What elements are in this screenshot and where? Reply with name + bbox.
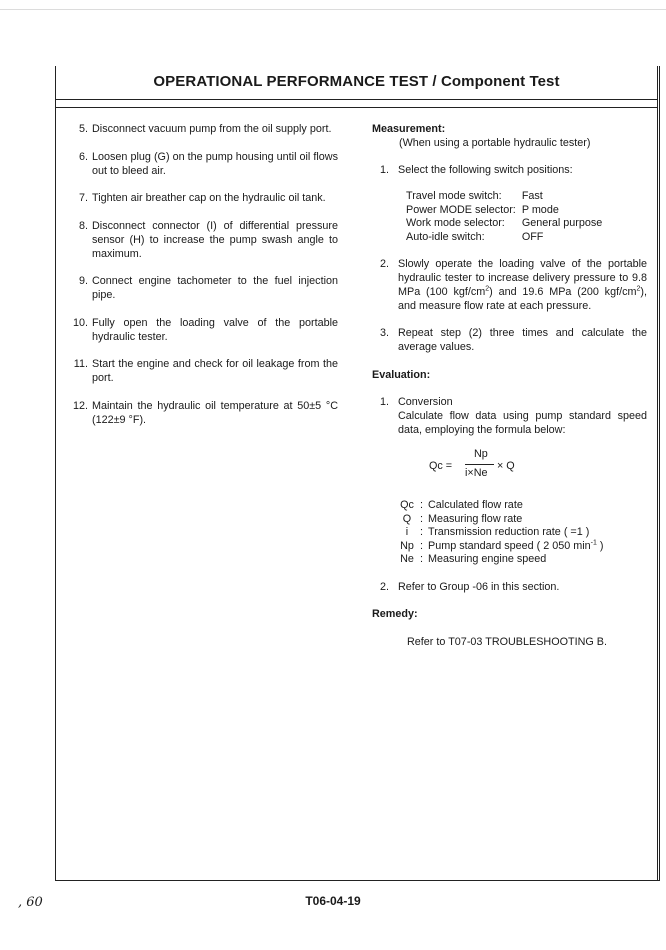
switch-label: Auto-idle switch: bbox=[406, 230, 485, 243]
step-number: 3. bbox=[380, 327, 390, 339]
step-body bbox=[398, 395, 647, 437]
step-text-part: ), and measure flow rate at each pressure. bbox=[398, 286, 647, 312]
step-number: 11. bbox=[73, 358, 88, 370]
remedy-text: Refer to T07-03 TROUBLESHOOTING B. bbox=[407, 635, 608, 648]
superscript: -1 bbox=[590, 538, 597, 546]
table-row bbox=[406, 231, 602, 245]
step-title: Conversion bbox=[398, 396, 453, 408]
step-text-part: Slowly operate the loading valve of the portable hydraulic tester to increase delivery pressure to 9.8 MPa (100 kgf/cm bbox=[398, 258, 647, 298]
superscript: 2 bbox=[485, 285, 490, 293]
list-item bbox=[66, 316, 338, 344]
formula-lhs: Qc = bbox=[429, 460, 453, 472]
measurement-step-1 bbox=[380, 163, 647, 177]
step-text-part: ) and 19.6 MPa (200 kgf/cm bbox=[489, 286, 637, 298]
legend-symbol: Np bbox=[400, 539, 414, 552]
switch-value: P mode bbox=[521, 203, 559, 216]
step-text: Refer to Group -06 in this section. bbox=[398, 580, 560, 593]
step-text: Tighten air breather cap on the hydraulic oil tank. bbox=[92, 192, 326, 204]
legend-colon: : bbox=[420, 553, 423, 565]
step-number: 1. bbox=[380, 164, 390, 176]
legend-description: Calculated flow rate bbox=[428, 499, 523, 511]
step-text: Maintain the hydraulic oil temperature at 50±5 °C (122±9 °F). bbox=[92, 399, 338, 426]
fraction-bar bbox=[465, 464, 494, 465]
step-text bbox=[398, 257, 647, 313]
table-row bbox=[394, 540, 604, 554]
list-item bbox=[66, 191, 338, 205]
table-row bbox=[394, 499, 604, 513]
legend-colon: : bbox=[420, 512, 423, 525]
table-row bbox=[394, 553, 604, 567]
legend-description: Measuring engine speed bbox=[428, 553, 547, 565]
table-row bbox=[394, 513, 604, 527]
step-number: 6. bbox=[78, 150, 88, 163]
table-row bbox=[406, 204, 602, 218]
title-rule bbox=[55, 99, 658, 100]
page-title: OPERATIONAL PERFORMANCE TEST / Component Test bbox=[153, 73, 560, 90]
legend-description-wrap bbox=[428, 540, 604, 554]
list-item bbox=[66, 122, 338, 136]
step-text: Disconnect connector (I) of differential pressure sensor (H) to increase the pump swash angle to maximum. bbox=[92, 219, 338, 260]
table-row bbox=[394, 526, 604, 540]
measurement-heading: Measurement: bbox=[372, 123, 446, 135]
legend-symbol: Q bbox=[402, 512, 412, 525]
legend-colon: : bbox=[420, 526, 423, 538]
flow-formula bbox=[372, 447, 647, 491]
content-top-rule bbox=[55, 107, 658, 108]
evaluation-step-2 bbox=[380, 580, 647, 594]
list-item bbox=[66, 399, 338, 427]
list-item bbox=[66, 357, 338, 385]
right-column bbox=[372, 122, 647, 649]
left-column-steps bbox=[66, 122, 338, 440]
step-number: 8. bbox=[78, 219, 88, 232]
step-text: Fully open the loading valve of the portable hydraulic tester. bbox=[92, 316, 338, 343]
step-text: Start the engine and check for oil leakage from the port. bbox=[92, 358, 338, 384]
list-item bbox=[66, 274, 338, 302]
switch-label: Work mode selector: bbox=[406, 217, 505, 229]
step-number: 9. bbox=[78, 275, 88, 287]
remedy-heading: Remedy: bbox=[372, 607, 418, 620]
step-text: Connect engine tachometer to the fuel injection pipe. bbox=[92, 275, 338, 301]
list-item bbox=[66, 219, 338, 261]
formula-legend bbox=[394, 499, 604, 567]
step-number: 2. bbox=[380, 258, 390, 270]
table-row bbox=[406, 217, 602, 231]
legend-description-end: ) bbox=[596, 539, 604, 552]
formula-denominator: i×Ne bbox=[465, 467, 488, 479]
legend-description: Pump standard speed ( 2 050 min bbox=[428, 539, 591, 552]
step-number: 2. bbox=[380, 580, 390, 593]
step-text: Disconnect vacuum pump from the oil supply port. bbox=[92, 123, 332, 135]
step-text: Select the following switch positions: bbox=[398, 164, 573, 176]
top-border-line bbox=[0, 9, 666, 10]
legend-colon: : bbox=[420, 539, 423, 552]
step-text: Loosen plug (G) on the pump housing until oil flows out to bleed air. bbox=[92, 150, 338, 177]
step-number: 5. bbox=[78, 123, 88, 135]
switch-value: OFF bbox=[521, 230, 544, 243]
measurement-step-3 bbox=[380, 326, 647, 354]
switch-value: Fast bbox=[521, 190, 543, 202]
step-number: 1. bbox=[380, 396, 390, 408]
legend-symbol: Qc bbox=[400, 499, 414, 511]
table-row bbox=[406, 190, 602, 204]
switch-label: Travel mode switch: bbox=[406, 190, 502, 202]
switch-label: Power MODE selector: bbox=[406, 203, 516, 216]
step-number: 12. bbox=[72, 399, 88, 412]
evaluation-step-1 bbox=[380, 395, 647, 437]
step-text: Calculate flow data using pump standard speed data, employing the formula below: bbox=[398, 410, 647, 436]
measurement-note: (When using a portable hydraulic tester) bbox=[399, 137, 591, 149]
handwritten-mark: , 60 bbox=[18, 895, 43, 910]
measurement-step-2 bbox=[380, 257, 647, 313]
formula-rhs: × Q bbox=[497, 460, 515, 472]
page-number: T06-04-19 bbox=[305, 894, 361, 908]
step-number: 10. bbox=[72, 316, 88, 329]
switch-positions-table bbox=[406, 190, 602, 244]
formula-numerator: Np bbox=[474, 448, 488, 460]
legend-symbol: Ne bbox=[400, 553, 414, 565]
legend-description: Transmission reduction rate ( =1 ) bbox=[428, 526, 590, 538]
superscript: 2 bbox=[636, 285, 641, 293]
step-number: 7. bbox=[78, 192, 88, 204]
evaluation-heading: Evaluation: bbox=[372, 369, 431, 381]
legend-description: Measuring flow rate bbox=[428, 512, 523, 525]
switch-value: General purpose bbox=[521, 217, 603, 229]
step-text: Repeat step (2) three times and calculate the average values. bbox=[398, 327, 647, 353]
legend-symbol: i bbox=[405, 526, 409, 538]
legend-colon: : bbox=[420, 499, 423, 511]
list-item bbox=[66, 150, 338, 178]
